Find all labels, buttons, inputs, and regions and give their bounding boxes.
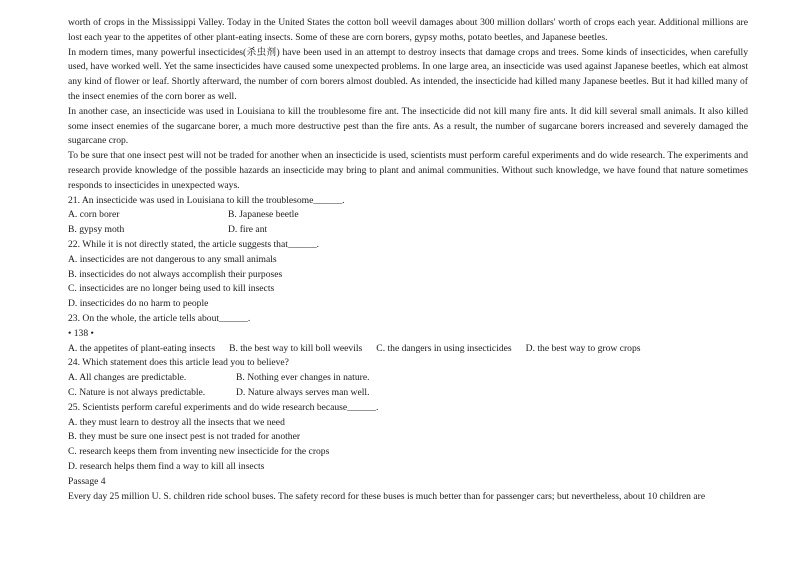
passage-4-heading: Passage 4 (68, 475, 106, 487)
question-25-option-c: C. research keeps them from inventing new insecticide for the crops (68, 446, 330, 458)
paragraph-crop-losses: worth of crops in the Mississippi Valley. Today in the United States the cotton boll weevil damages about 300 million dollars' worth of crops each year. Additional millions are lost each year to the appetites of other plant-eating insects. Some of these are corn borers, gypsy moths, potato beetles, and Japanese beetles. (68, 17, 748, 43)
question-21-stem: 21. An insecticide was used in Louisiana to kill the troublesome______. (68, 194, 345, 206)
question-24-option-d: D. Nature always serves man well. (236, 386, 370, 398)
question-21-option-c: B. gypsy moth (68, 224, 125, 236)
question-25-option-b: B. they must be sure one insect pest is not traded for another (68, 431, 301, 443)
question-25-stem: 25. Scientists perform careful experiments and do wide research because______. (68, 401, 379, 413)
question-24-option-a: A. All changes are predictable. (68, 372, 187, 384)
question-24-options-row-2 (68, 386, 748, 401)
paragraph-research: To be sure that one insect pest will not be traded for another when an insecticide is used, scientists must perform careful experiments and do wide research. The experiments and research provide knowledge of the possible hazards an insecticide may bring to plant and animal communities. Without such knowledge, we have found that nature sometimes responds to insecticides in unexpected ways. (68, 150, 748, 191)
question-24-option-b: B. Nothing ever changes in nature. (236, 372, 370, 384)
question-22-option-d: D. insecticides do no harm to people (68, 298, 209, 310)
question-22-option-c: C. insecticides are no longer being used to kill insects (68, 283, 275, 295)
paragraph-louisiana: In another case, an insecticide was used in Louisiana to kill the troublesome fire ant. The insecticide did not kill many fire ants. It did kill several small animals. It also killed some insect enemies of the sugarcane borer, a much more destructive pest than the fire ants. As a result, the number of sugarcane borers increased and severely damaged the sugarcane crop. (68, 105, 748, 147)
question-21-options-row-1 (68, 208, 748, 223)
question-23-stem: 23. On the whole, the article tells about______. (68, 312, 251, 324)
question-23-option-a: A. the appetites of plant-eating insects (68, 342, 216, 354)
question-21-option-d: D. fire ant (228, 224, 268, 236)
document-content (68, 16, 748, 504)
question-23-option-b: B. the best way to kill boll weevils (229, 342, 363, 354)
question-23-option-c: C. the dangers in using insecticides (376, 342, 512, 354)
question-25-option-a: A. they must learn to destroy all the insects that we need (68, 416, 285, 428)
question-23-options (68, 342, 748, 357)
question-22-option-b: B. insecticides do not always accomplish their purposes (68, 268, 283, 280)
paragraph-japanese-beetles: In modern times, many powerful insecticides(杀虫剂) have been used in an attempt to destroy insects that damage crops and trees. Some kinds of insecticides, when carefully used, have worked well. Yet the same insecticides have caused some unexpected problems. In one large area, an insecticide was used against Japanese beetles, which eat almost any kind of flower or leaf. Shortly afterward, the number of corn borers almost doubled. As intended, the insecticide had killed many Japanese beetles. But it had killed many of the insect enemies of the corn borer as well. (68, 46, 748, 102)
question-24-options-row-1 (68, 371, 748, 386)
question-25-option-d: D. research helps them find a way to kill all insects (68, 460, 265, 472)
question-21-option-a: A. corn borer (68, 209, 120, 221)
question-21-options-row-2 (68, 223, 748, 238)
passage-4-first-line: Every day 25 million U. S. children ride school buses. The safety record for these buses is much better than for passenger cars; but nevertheless, about 10 children are (68, 490, 706, 502)
page-number-mark: • 138 • (68, 327, 94, 339)
question-24-stem: 24. Which statement does this article lead you to believe? (68, 357, 289, 369)
question-21-option-b: B. Japanese beetle (228, 209, 299, 221)
question-22-stem: 22. While it is not directly stated, the article suggests that______. (68, 238, 320, 250)
question-23-option-d: D. the best way to grow crops (525, 342, 641, 354)
question-22-option-a: A. insecticides are not dangerous to any small animals (68, 253, 277, 265)
question-24-option-c: C. Nature is not always predictable. (68, 386, 206, 398)
